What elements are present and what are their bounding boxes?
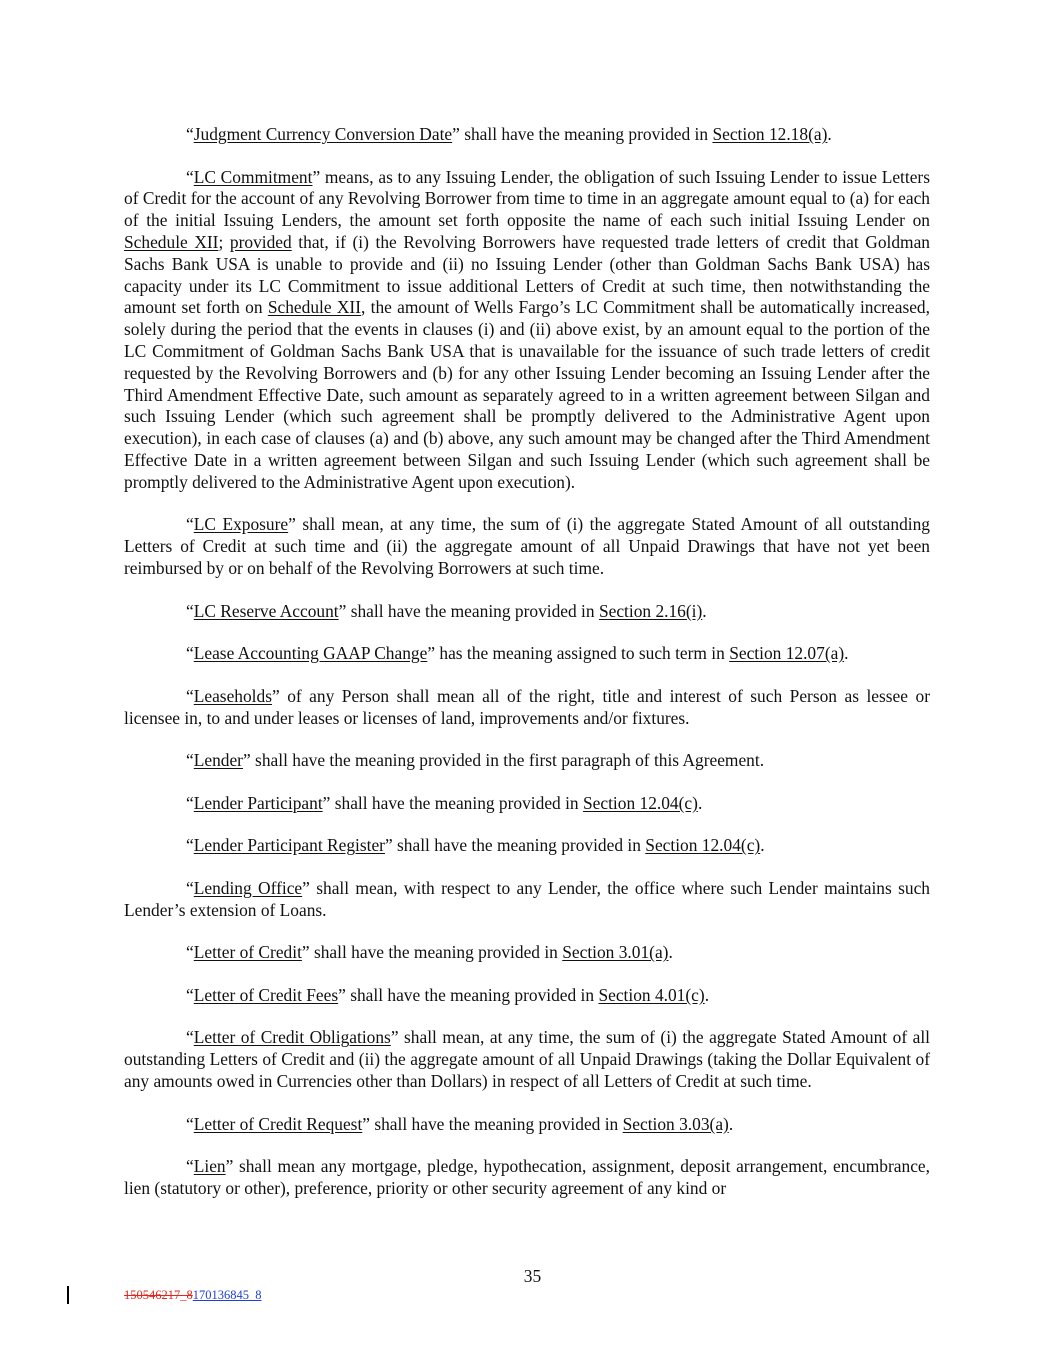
paragraph-text: . [844,643,849,664]
defined-term: Lender Participant Register [193,835,385,856]
definition-paragraph [124,601,930,623]
cross-reference: Section 12.18(a) [712,124,828,144]
paragraph-text: ” shall have the meaning provided in [338,600,599,621]
paragraph-text: ” shall have the meaning provided in [384,835,646,856]
definition-paragraph [124,878,930,922]
paragraph-text: “ [186,835,194,856]
cross-reference: Section 3.01(a) [562,942,669,963]
defined-term: LC Commitment [193,166,313,187]
cross-reference: Schedule XII [267,297,361,318]
paragraph-text: “ [186,984,194,1005]
paragraph-text: . [760,835,765,856]
defined-term: LC Exposure [193,514,289,535]
paragraph-text: ” shall mean, at any time, the sum of (i) the aggregate Stated Amount of all outstanding Letters of Credit and (ii) the aggregate amount of all Unpaid Drawings (taking the Dollar Equivalent of any amounts owed in Currencies other than Dollars) in respect of all Letters of Credit at such time. [124,1027,930,1092]
cross-reference: Section 12.04(c) [582,792,698,813]
defined-term: Letter of Credit Request [193,1113,363,1134]
definition-paragraph [124,686,930,730]
paragraph-text: ” shall have the meaning provided in [322,792,583,813]
definition-paragraph [124,1114,930,1136]
paragraph-text: ” shall mean any mortgage, pledge, hypothecation, assignment, deposit arrangement, encumbrance, lien (statutory or other), preference, priority or other security agreement of any kind or [124,1156,930,1199]
paragraph-text: “ [186,877,194,898]
definition-paragraph [124,793,930,815]
definition-paragraph [124,514,930,579]
cross-reference: Section 12.07(a) [729,643,845,664]
paragraph-text: ” shall have the meaning provided in the first paragraph of this Agreement. [242,750,765,771]
document-id [124,1288,262,1303]
definition-paragraph [124,1027,930,1092]
paragraph-text: “ [186,600,194,621]
document-id-inserted: 170136845_8 [192,1288,262,1302]
paragraph-text: . [827,124,832,144]
paragraph-text: ” of any Person shall mean all of the right, title and interest of such Person as lessee or licensee in, to and under leases or licenses of land, improvements and/or fixtures. [124,685,930,728]
paragraph-text: “ [186,792,194,813]
paragraph-text: ” shall mean, at any time, the sum of (i) the aggregate Stated Amount of all outstanding Letters of Credit at such time and (ii) the aggregate amount of all Unpaid Drawings that have not yet been reimbursed by or on behalf of the Revolving Borrowers at such time. [124,514,930,578]
paragraph-text: ” shall have the meaning provided in [338,984,599,1005]
paragraph-text: “ [186,1156,194,1177]
paragraph-text: . [702,600,707,621]
definition-paragraph [124,942,930,964]
defined-term: Lending Office [193,877,303,898]
document-id-deleted: 150546217_8 [124,1288,193,1302]
paragraph-text: ” shall have the meaning provided in [301,942,563,963]
cross-reference: provided [229,231,292,252]
paragraph-text: . [704,984,710,1005]
paragraph-text: ” shall have the meaning provided in [362,1113,623,1134]
paragraph-text: ; [218,231,230,252]
defined-term: Letter of Credit Obligations [193,1027,391,1048]
paragraph-text: “ [186,750,194,771]
definition-paragraph [124,643,930,665]
cross-reference: Section 12.04(c) [645,835,761,856]
paragraph-text: “ [186,1027,194,1048]
paragraph-text: “ [186,1113,194,1134]
paragraph-text: “ [186,166,194,187]
definition-paragraph [124,124,930,146]
defined-term: Letter of Credit Fees [193,984,339,1005]
defined-term: Leaseholds [193,685,272,706]
cross-reference: Section 4.01(c) [598,984,705,1005]
defined-term: Lender Participant [193,792,323,813]
change-bar [67,1286,69,1304]
cross-reference: Schedule XII [124,231,219,252]
defined-term: Letter of Credit [193,942,302,963]
document-body [124,124,930,1221]
defined-term: Lender [193,750,243,771]
paragraph-text: . [668,942,673,963]
paragraph-text: ” means, as to any Issuing Lender, the obligation of such Issuing Lender to issue Letters of Credit for the account of any Revolving Borrower from time to time in an aggregate amount equal to (a) for each of the initial Issuing Lenders, the amount set forth opposite the name of each such initial Issuing Lender on [124,166,930,231]
paragraph-text: “ [186,685,194,706]
definition-paragraph [124,167,930,494]
paragraph-text: ” shall mean, with respect to any Lender, the office where such Lender maintains such Lender’s extension of Loans. [124,877,930,920]
paragraph-text: , the amount of Wells Fargo’s LC Commitment shall be automatically increased, solely during the period that the events in clauses (i) and (ii) above exist, by an amount equal to the portion of the LC Commitment of Goldman Sachs Bank USA that is unavailable for the issuance of such trade letters of credit requested by the Revolving Borrowers and (b) for any other Issuing Lender becoming an Issuing Lender after the Third Amendment Effective Date, such amount as separately agreed to in a written agreement between Silgan and such Issuing Lender (which such agreement shall be promptly delivered to the Administrative Agent upon execution), in each case of clauses (a) and (b) above, any such amount may be changed after the Third Amendment Effective Date in a written agreement between Silgan and such Issuing Lender (which such agreement shall be promptly delivered to the Administrative Agent upon execution). [124,297,930,492]
paragraph-text: . [728,1113,734,1134]
paragraph-text: “ [186,124,194,144]
cross-reference: Section 2.16(i) [598,600,703,621]
cross-reference: Section 3.03(a) [622,1113,729,1134]
paragraph-text: . [697,792,703,813]
defined-term: Judgment Currency Conversion Date [193,124,453,144]
defined-term: Lease Accounting GAAP Change [193,643,428,664]
definition-paragraph [124,835,930,857]
paragraph-text: ” shall have the meaning provided in [452,124,713,144]
definition-paragraph [124,985,930,1007]
defined-term: Lien [193,1156,226,1177]
paragraph-text: ” has the meaning assigned to such term in [427,643,730,664]
definition-paragraph [124,1156,930,1200]
definition-paragraph [124,750,930,772]
paragraph-text: “ [186,643,194,664]
page-number: 35 [523,1266,542,1286]
paragraph-text: “ [186,942,194,963]
paragraph-text: “ [186,514,194,535]
defined-term: LC Reserve Account [193,600,339,621]
paragraph-text: that, if (i) the Revolving Borrowers have requested trade letters of credit that Goldman Sachs Bank USA is unable to provide and (ii) no Issuing Lender (other than Goldman Sachs Bank USA) has capacity under its LC Commitment to issue additional Letters of Credit at such time, then notwithstanding the amount set forth on [124,231,930,318]
